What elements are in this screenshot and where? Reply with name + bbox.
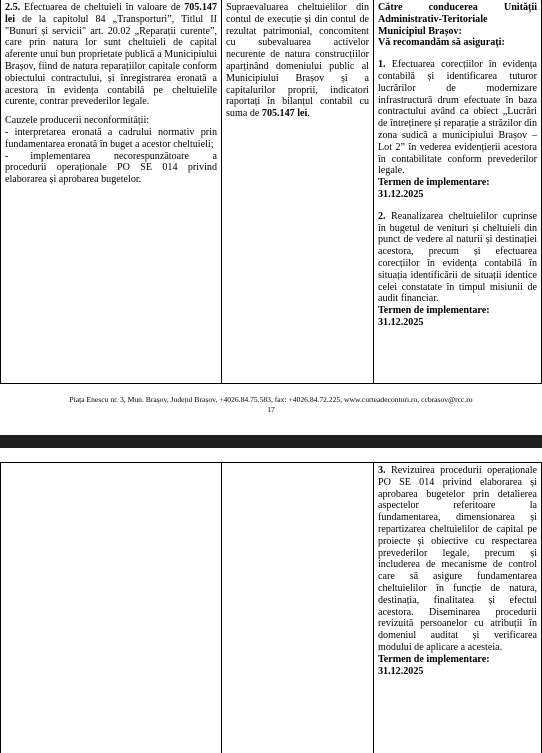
recommendation-subheading-text: Vă recomandăm să asigurați:	[378, 37, 505, 49]
deadline-date	[378, 666, 537, 678]
deadline-date-text: 31.12.2025	[378, 665, 424, 677]
point-number: 2.5.	[5, 2, 21, 13]
page-number: 17	[267, 405, 275, 414]
recommendation-heading	[378, 2, 537, 37]
deadline-label	[378, 305, 537, 317]
recommendation-cell	[374, 0, 542, 384]
finding-text: Efectuarea de cheltuieli în valoare de	[20, 2, 185, 13]
finding-cell	[1, 0, 222, 384]
effect-text-end: .	[307, 108, 310, 120]
recommendation-text: Revizuirea procedurii operaționale PO SE 014 privind elaborarea și aprobarea bugetelor prin detalierea aspectelor referitoare la fundamentarea, dimensionarea și repartizarea cheltuielilor de capital pe proiecte și obiective cu respectarea prevederilor legale, precum și includerea de mecanisme de control care să asigure fundamentarea cheltuielilor în funcție de natura, destinația, finalitatea și efectul acestora. Diseminarea procedurii revizuită persoanelor cu atribuții în domeniul auditat și verificarea modului de aplicare a acesteia.	[378, 465, 537, 653]
deadline-label	[378, 177, 537, 189]
recommendation-item	[378, 211, 537, 305]
cause-text: implementarea necorespunzătoare a procedurii operaționale PO SE 014 privind elaborarea și aprobarea bugetelor.	[5, 150, 217, 186]
recommendation-item	[378, 465, 537, 654]
page-separator	[0, 423, 542, 448]
table-row	[1, 0, 542, 384]
recommendation-number: 1.	[378, 59, 386, 71]
deadline-date	[378, 189, 537, 201]
effect-cell-empty	[222, 463, 374, 753]
finding-cell-empty	[1, 463, 222, 753]
cause-item: - interpretarea eronată a cadrului normativ prin fundamentarea eronată în buget a acestor cheltuieli;	[5, 126, 217, 150]
page-18	[0, 448, 542, 753]
recommendation-text: Efectuarea corecțiilor în evidența contabilă și identificarea tuturor lucrărilor de modernizare infrastructură drum efectuate în baza contractului având ca obiect „Lucrări de întreținere și reparație a străzilor din zona sudică a municipiului Brașov – Lot 2” în vederea evidențierii acestora în contabilitate conform prevederilor legale.	[378, 59, 537, 177]
deadline-label	[378, 654, 537, 666]
effect-amount: 705.147 lei	[261, 108, 308, 120]
finding-paragraph	[5, 2, 217, 108]
finding-text-cont: de la capitolul 84 „Transporturi”, Titlul II "Bunuri și servicii" art. 20.02 „Reparații curente”, care prin natura lor sunt cheltuieli de capital aferente unui bun proprietate publică a Municipiului Brașov, fiind de natura reparațiilor capitale conform obiectului contractului, și înregistrarea eronată a acestora în evidența contabilă pe cheltuielile curente, contrar prevederilor legale.	[5, 13, 217, 108]
recommendation-text: Reanalizarea cheltuielilor cuprinse în bugetul de venituri și cheltuieli din punct de vedere al naturii și destinației acestora, precum și efectuarea corecțiilor în evidența contabilă în situația identificării de situații identice celei constatate în timpul misiunii de audit financiar.	[378, 210, 537, 305]
deadline-label-text: Termen de implementare:	[378, 177, 490, 189]
recommendation-heading-text: Către conducerea Unității Administrativ-Teritoriale Municipiul Brașov:	[378, 2, 537, 37]
finding-amount: 705.147 lei	[5, 2, 217, 25]
cause-dash: -	[5, 150, 9, 162]
recommendation-cell	[374, 463, 542, 753]
recommendations-table-continued	[0, 462, 542, 753]
deadline-label-text: Termen de implementare:	[378, 305, 490, 317]
recommendation-number: 3.	[378, 465, 386, 476]
causes-title: Cauzele producerii neconformității:	[5, 115, 150, 127]
deadline-date-text: 31.12.2025	[378, 316, 424, 328]
effect-paragraph	[226, 2, 369, 120]
deadline-label-text: Termen de implementare:	[378, 653, 490, 665]
effect-cell	[222, 0, 374, 384]
deadline-date-text: 31.12.2025	[378, 188, 424, 200]
page-gap-bar	[0, 435, 542, 448]
page-footer	[0, 395, 542, 415]
table-row	[1, 463, 542, 753]
effect-text: Supraevaluarea cheltuielilor din contul de execuție și din contul de rezultat patrimonial, concomitent cu subevaluarea activelor necurente de natura construcțiilor aparținând domeniului public al Municipiului Brașov și a capitalurilor proprii, indicatori raportați în bilanțul contabil cu suma de	[226, 2, 369, 120]
footer-address: Piața Enescu nr. 3, Mun. Brașov, Județul Brașov, +4026.84.75.583, fax: +4026.84.72.225, www.curteadeconturi.ro, ccbrasov@rcc.ro	[69, 395, 473, 404]
recommendation-item	[378, 59, 537, 177]
deadline-date	[378, 317, 537, 329]
cause-item	[5, 151, 217, 186]
recommendation-subheading	[378, 37, 537, 49]
recommendation-number: 2.	[378, 210, 386, 222]
